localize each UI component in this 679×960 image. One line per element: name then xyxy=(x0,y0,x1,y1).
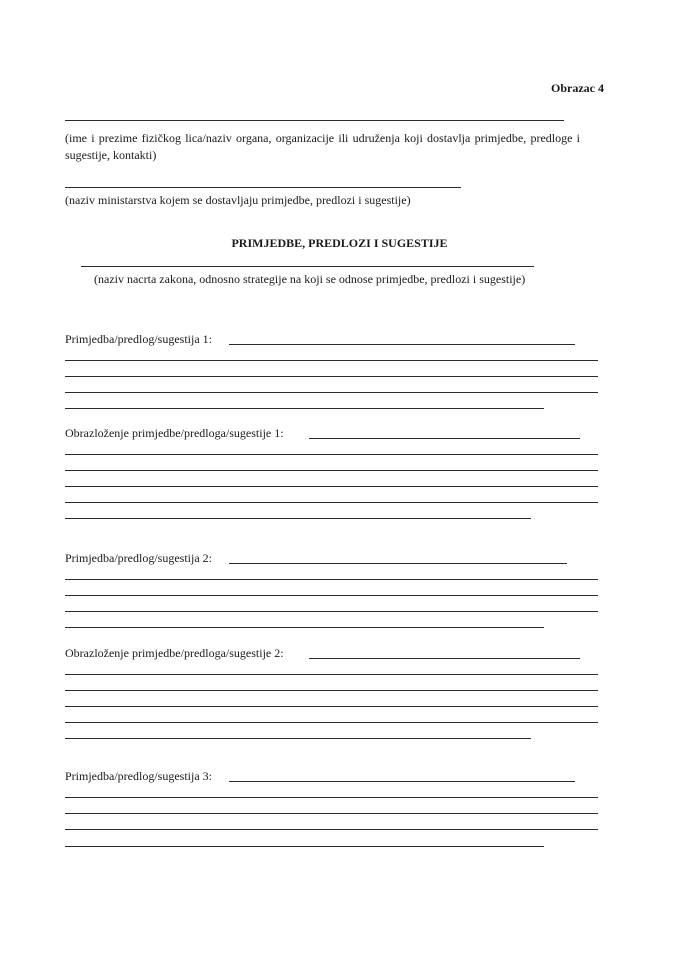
comment-3-line[interactable] xyxy=(65,797,598,798)
comment-3-line[interactable] xyxy=(65,846,544,847)
comment-3-line[interactable] xyxy=(65,829,598,830)
comment-3-label: Primjedba/predlog/sugestija 3: xyxy=(65,769,212,783)
comment-2-inline-line[interactable] xyxy=(229,563,567,564)
ministry-description: (naziv ministarstva kojem se dostavljaju primjedbe, predlozi i sugestije) xyxy=(65,193,411,207)
explanation-2-line[interactable] xyxy=(65,674,598,675)
explanation-2-line[interactable] xyxy=(65,706,598,707)
law-description: (naziv nacrta zakona, odnosno strategije na koji se odnose primjedbe, predlozi i sugestije) xyxy=(94,272,526,286)
comment-1-line[interactable] xyxy=(65,392,598,393)
explanation-1-line[interactable] xyxy=(65,502,598,503)
comment-2-line[interactable] xyxy=(65,595,598,596)
explanation-2-line[interactable] xyxy=(65,722,598,723)
document-title: PRIMJEDBE, PREDLOZI I SUGESTIJE xyxy=(231,236,448,250)
explanation-2-inline-line[interactable] xyxy=(309,658,580,659)
comment-1-line[interactable] xyxy=(65,376,598,377)
comment-2-label: Primjedba/predlog/sugestija 2: xyxy=(65,551,212,565)
comment-3-inline-line[interactable] xyxy=(229,781,575,782)
sender-line[interactable] xyxy=(65,120,564,121)
explanation-1-line[interactable] xyxy=(65,518,531,519)
explanation-1-inline-line[interactable] xyxy=(309,438,580,439)
form-number: Obrazac 4 xyxy=(551,81,604,95)
explanation-1-line[interactable] xyxy=(65,486,598,487)
explanation-2-line[interactable] xyxy=(65,690,598,691)
comment-2-line[interactable] xyxy=(65,627,544,628)
comment-1-line[interactable] xyxy=(65,360,598,361)
comment-2-line[interactable] xyxy=(65,611,598,612)
explanation-1-line[interactable] xyxy=(65,470,598,471)
law-name-line[interactable] xyxy=(81,266,534,267)
explanation-1-label: Obrazloženje primjedbe/predloga/sugestije 1: xyxy=(65,426,284,440)
explanation-2-line[interactable] xyxy=(65,738,531,739)
ministry-line[interactable] xyxy=(65,187,461,188)
comment-1-inline-line[interactable] xyxy=(229,344,575,345)
comment-3-line[interactable] xyxy=(65,813,598,814)
sender-description: (ime i prezime fizičkog lica/naziv organa, organizacije ili udruženja koji dostavlja primjedbe, predloge i sugestije, kontakti) xyxy=(65,131,580,162)
comment-2-line[interactable] xyxy=(65,579,598,580)
explanation-1-line[interactable] xyxy=(65,454,598,455)
comment-1-line[interactable] xyxy=(65,408,544,409)
comment-1-label: Primjedba/predlog/sugestija 1: xyxy=(65,332,212,346)
explanation-2-label: Obrazloženje primjedbe/predloga/sugestije 2: xyxy=(65,646,284,660)
